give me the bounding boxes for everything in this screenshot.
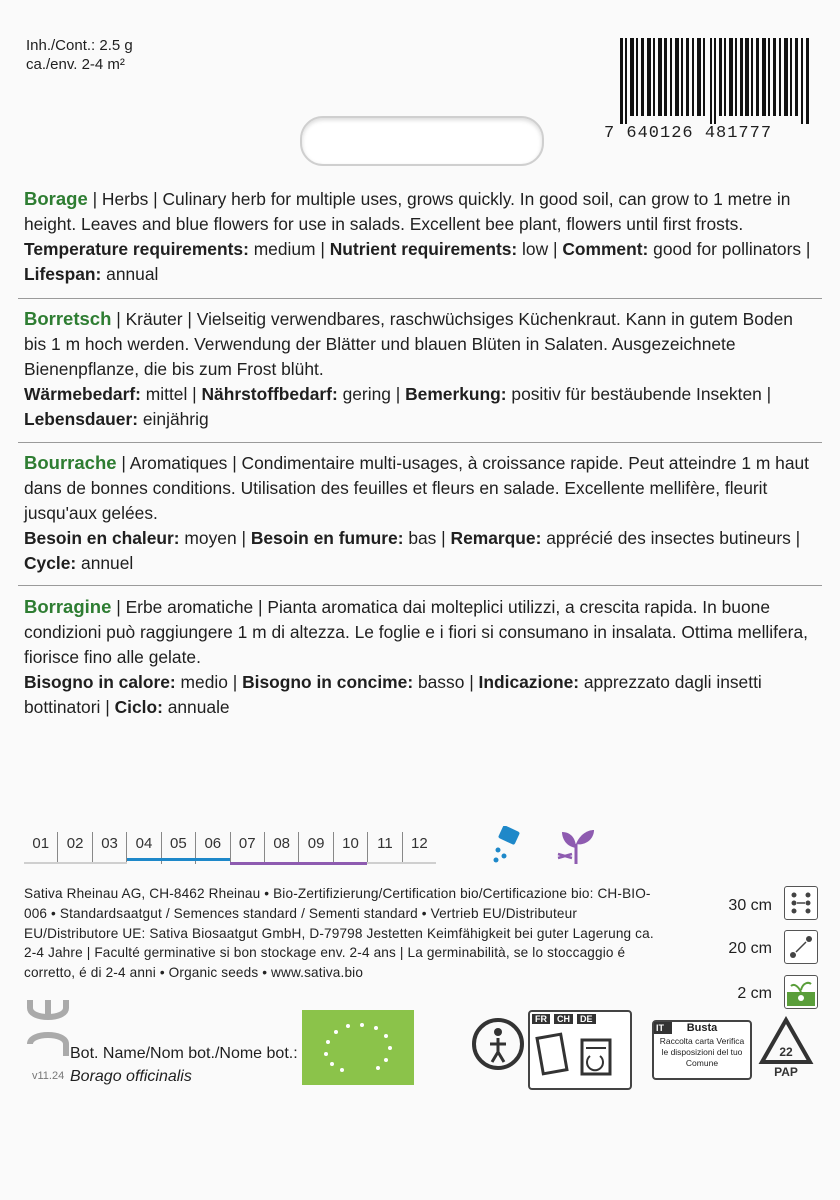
calendar-bars: [24, 862, 436, 868]
field-key: Bisogno in concime:: [242, 672, 414, 692]
field-key: Comment:: [562, 239, 649, 259]
field-value: annuel: [76, 553, 134, 573]
field-value: low |: [517, 239, 563, 259]
month-05: 05: [161, 832, 195, 864]
month-06: 06: [195, 832, 229, 864]
country-it: IT: [654, 1022, 672, 1034]
description-en: [24, 186, 816, 287]
description-text: | Kräuter | Vielseitig verwendbares, raschwüchsiges Küchenkraut. Kann in gutem Boden bis 1 m hoch werden. Verwendung der Blätter und blauen Blüten in Salaten. Ausgezeichnete Bienenpflanze, die bis zum Frost blüht.: [24, 309, 793, 379]
description-fr: [24, 450, 816, 576]
month-bar-03: [93, 862, 127, 864]
month-bar-04: [127, 858, 161, 861]
plant-name-en: Borage: [24, 188, 88, 209]
month-04: 04: [126, 832, 160, 864]
description-text: | Herbs | Culinary herb for multiple uses, grows quickly. In good soil, can grow to 1 metre in height. Leaves and blue flowers for use in salads. Excellent bee plant, flowers until first frosts.: [24, 189, 791, 234]
field-key: Remarque:: [450, 528, 542, 548]
field-value: good for pollinators |: [648, 239, 811, 259]
month-bar-10: [333, 862, 367, 865]
field-key: Besoin en chaleur:: [24, 528, 180, 548]
month-08: 08: [264, 832, 298, 864]
field-key: Ciclo:: [114, 697, 163, 717]
month-bar-12: [402, 862, 436, 864]
plant-name-fr: Bourrache: [24, 452, 117, 473]
month-bar-06: [196, 858, 230, 861]
it-text: Raccolta carta Verifica le disposizioni del tuo Comune: [659, 1036, 745, 1068]
disposal-panel: [528, 1010, 632, 1090]
month-bar-09: [299, 862, 333, 865]
field-value: mittel |: [140, 384, 202, 404]
month-07: 07: [230, 832, 264, 864]
plant-name-it: Borragine: [24, 596, 112, 617]
field-key: Temperature requirements:: [24, 239, 249, 259]
barcode: [618, 38, 810, 124]
coverage-area: ca./env. 2-4 m²: [26, 56, 125, 73]
company-info: Sativa Rheinau AG, CH-8462 Rheinau • Bio-Zertifizierung/Certification bio/Certificazione bio: CH-BIO-006 • Standardsaatgut / Semences standard / Sementi standard • Vertrieb EU/Distributeur EU/Distributore UE: Sativa Biosaatgut GmbH, D-79798 Jestetten Keimfähigkeit bei guter Lagerung ca. 2-4 Jahre | Faculté germinative si bon stockage env. 2-4 ans | La germinabilità, se lo stoccaggio é corretto, é di 2-4 anni • Organic seeds • www.sativa.bio: [24, 886, 654, 981]
description-text: | Aromatiques | Condimentaire multi-usages, à croissance rapide. Peut atteindre 1 m haut dans de bonnes conditions. Utilisation des feuilles et fleurs en salade. Excellente mellifère, fleurit jusqu'aux gelées.: [24, 453, 809, 523]
divider: [18, 442, 822, 443]
paper-bin-icon: [530, 1026, 626, 1082]
barcode-number: 7 640126 481777: [604, 124, 773, 143]
field-value: basso |: [413, 672, 479, 692]
month-11: 11: [367, 832, 401, 864]
sowing-depth-icon: [784, 975, 818, 1009]
field-key: Bisogno in calore:: [24, 672, 176, 692]
month-02: 02: [57, 832, 91, 864]
contents-weight: Inh./Cont.: 2.5 g: [26, 37, 133, 54]
sowing-depth: 2 cm: [737, 985, 772, 1002]
field-key: Lifespan:: [24, 264, 102, 284]
botanical-value: Borago officinalis: [70, 1068, 192, 1085]
field-key: Nährstoffbedarf:: [201, 384, 338, 404]
description-it: [24, 594, 816, 720]
field-key: Lebensdauer:: [24, 409, 139, 429]
field-value: apprezzato dagli insetti bottinatori |: [24, 672, 762, 717]
version-label: v11.24: [32, 1070, 65, 1082]
month-calendar: [24, 832, 436, 864]
brand-mark: [26, 996, 70, 1066]
field-value: annual: [101, 264, 159, 284]
pap-number: 22: [779, 1045, 793, 1059]
botanical-name: [70, 1042, 298, 1088]
country-fr: FR: [532, 1014, 550, 1024]
month-01: 01: [32, 835, 50, 852]
field-key: Nutrient requirements:: [329, 239, 518, 259]
it-title: Busta: [686, 1022, 718, 1034]
field-key: Besoin en fumure:: [250, 528, 404, 548]
harvest-icon: [554, 824, 598, 868]
field-value: annuale: [162, 697, 230, 717]
pap-recycle-icon: [756, 1016, 816, 1080]
row-distance: 30 cm: [728, 897, 772, 914]
country-de: DE: [577, 1014, 596, 1024]
pap-label: PAP: [774, 1065, 798, 1079]
divider: [18, 298, 822, 299]
description-text: | Erbe aromatiche | Pianta aromatica dai molteplici utilizzi, a crescita rapida. In buone condizioni può raggiungere 1 m di altezza. Le foglie e i fiori si consumano in insalata. Ottima mellifera, fiorisce fino alle gelate.: [24, 597, 808, 667]
month-bar-08: [264, 862, 298, 865]
month-09: 09: [298, 832, 332, 864]
row-distance-icon: [784, 886, 818, 920]
field-value: positiv für bestäubende Insekten |: [506, 384, 772, 404]
field-value: medium |: [248, 239, 330, 259]
month-10: 10: [333, 832, 367, 864]
plant-name-de: Borretsch: [24, 308, 112, 329]
month-bar-11: [367, 862, 401, 864]
hang-hole: [300, 116, 544, 166]
field-value: bas |: [403, 528, 451, 548]
sowing-icon: [488, 826, 528, 868]
field-key: Cycle:: [24, 553, 77, 573]
botanical-label: Bot. Name/Nom bot./Nome bot.:: [70, 1045, 298, 1062]
field-value: moyen |: [179, 528, 251, 548]
description-de: [24, 306, 816, 432]
plant-distance: 20 cm: [728, 940, 772, 957]
month-bar-07: [230, 862, 264, 865]
field-value: medio |: [175, 672, 243, 692]
month-03: 03: [92, 832, 126, 864]
eu-organic-logo: [302, 1010, 414, 1085]
recycle-icon: [470, 1016, 526, 1072]
month-bar-02: [58, 862, 92, 864]
field-key: Wärmebedarf:: [24, 384, 141, 404]
field-value: gering |: [337, 384, 406, 404]
field-key: Bemerkung:: [405, 384, 507, 404]
country-ch: CH: [554, 1014, 573, 1024]
month-bar-01: [24, 862, 58, 864]
field-key: Indicazione:: [478, 672, 580, 692]
plant-distance-icon: [784, 930, 818, 964]
field-value: einjährig: [138, 409, 209, 429]
month-bar-05: [161, 858, 195, 861]
month-12: 12: [402, 832, 436, 864]
divider: [18, 585, 822, 586]
italy-disposal-panel: [652, 1020, 752, 1080]
field-value: apprécié des insectes butineurs |: [541, 528, 801, 548]
